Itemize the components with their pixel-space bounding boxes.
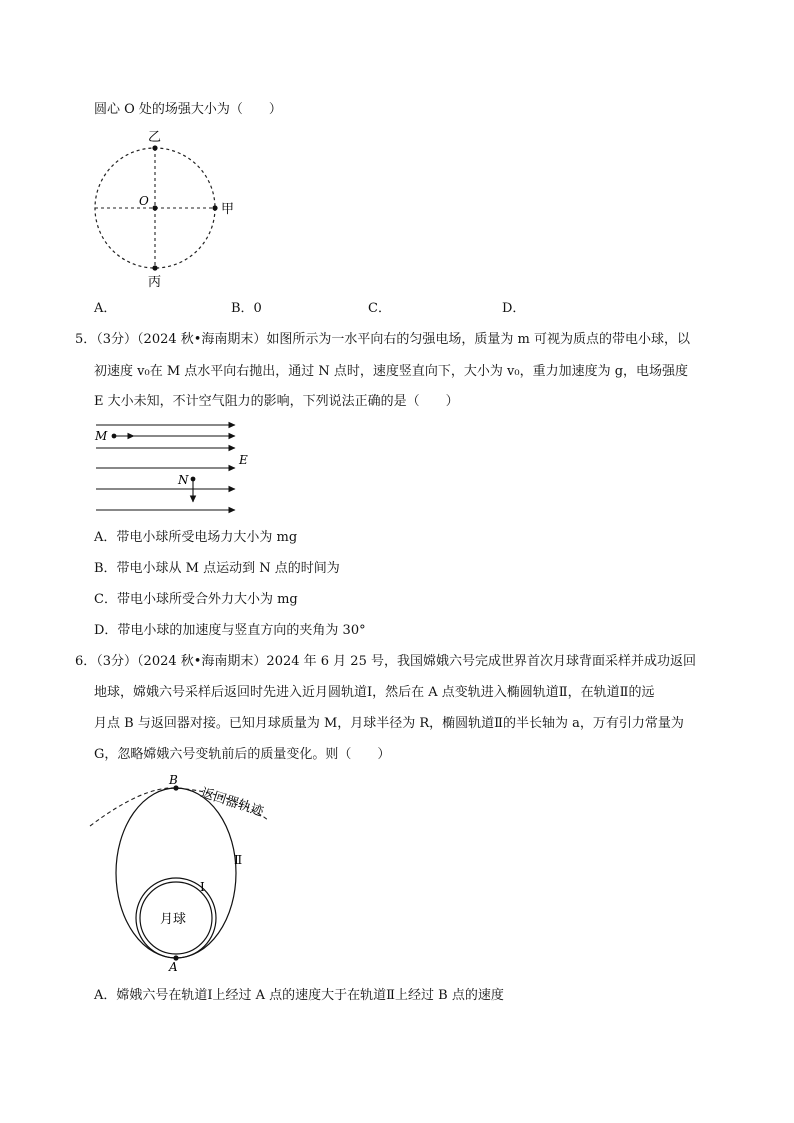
center-point	[152, 205, 157, 210]
elliptical-orbit-2	[116, 788, 236, 958]
bottom-charge	[152, 265, 157, 270]
q4-circle-figure	[86, 126, 256, 291]
q4-option-b: B．0	[231, 301, 262, 316]
label-b: B	[169, 774, 178, 787]
q6-option-a: A．嫦娥六号在轨道Ⅰ上经过 A 点的速度大于在轨道Ⅱ上经过 B 点的速度	[94, 988, 504, 1003]
label-yi: 乙	[148, 130, 162, 145]
q6-line-4: G，忽略嫦娥六号变轨前后的质量变化。则（ ）	[94, 747, 391, 762]
q4-option-c: C．	[368, 301, 391, 316]
label-n: N	[178, 473, 189, 487]
q5-option-b: B．带电小球从 M 点运动到 N 点的时间为	[94, 561, 340, 576]
label-e: E	[239, 453, 248, 467]
label-orbit-2: Ⅱ	[234, 853, 243, 867]
label-orbit-1: Ⅰ	[200, 880, 205, 894]
q4-option-d: D．	[502, 301, 526, 316]
label-o: O	[139, 194, 149, 208]
q6-orbit-figure	[88, 774, 298, 974]
label-jia: 甲	[221, 202, 235, 217]
label-moon: 月球	[160, 912, 187, 927]
label-bing: 丙	[148, 275, 162, 290]
q5-line-2: 初速度 v₀在 M 点水平向右抛出，通过 N 点时，速度竖直向下，大小为 v₀，重力加速度为 g，电场强度	[94, 364, 689, 379]
q4-option-a: A．	[94, 301, 117, 316]
q6-line-2: 地球，嫦娥六号采样后返回时先进入近月圆轨道Ⅰ，然后在 A 点变轨进入椭圆轨道Ⅱ，在轨道Ⅱ的远	[94, 685, 655, 700]
label-m: M	[95, 429, 108, 443]
q6-line-3: 月点 B 与返回器对接。已知月球质量为 M，月球半径为 R，椭圆轨道Ⅱ的半长轴为 a，万有引力常量为	[94, 716, 684, 731]
q5-line-3: E 大小未知，不计空气阻力的影响，下列说法正确的是（ ）	[94, 394, 459, 409]
q6-line-1: 6．（3分）（2024 秋•海南期末）2024 年 6 月 25 号，我国嫦娥六号完成世界首次月球背面采样并成功返回	[75, 654, 696, 669]
top-charge	[152, 145, 157, 150]
q4-stem: 圆心 O 处的场强大小为（ ）	[94, 102, 282, 117]
q5-line-1: 5．（3分）（2024 秋•海南期末）如图所示为一水平向右的匀强电场，质量为 m 可视为质点的带电小球，以	[75, 332, 691, 347]
label-return-path: 返回器轨迹	[198, 785, 266, 820]
q5-option-d: D．带电小球的加速度与竖直方向的夹角为 30°	[94, 623, 366, 638]
right-charge	[212, 205, 217, 210]
label-a: A	[169, 960, 178, 974]
q5-option-a: A．带电小球所受电场力大小为 mg	[94, 530, 298, 545]
q5-option-c: C．带电小球所受合外力大小为 mg	[94, 592, 298, 607]
q5-field-figure	[92, 418, 262, 518]
